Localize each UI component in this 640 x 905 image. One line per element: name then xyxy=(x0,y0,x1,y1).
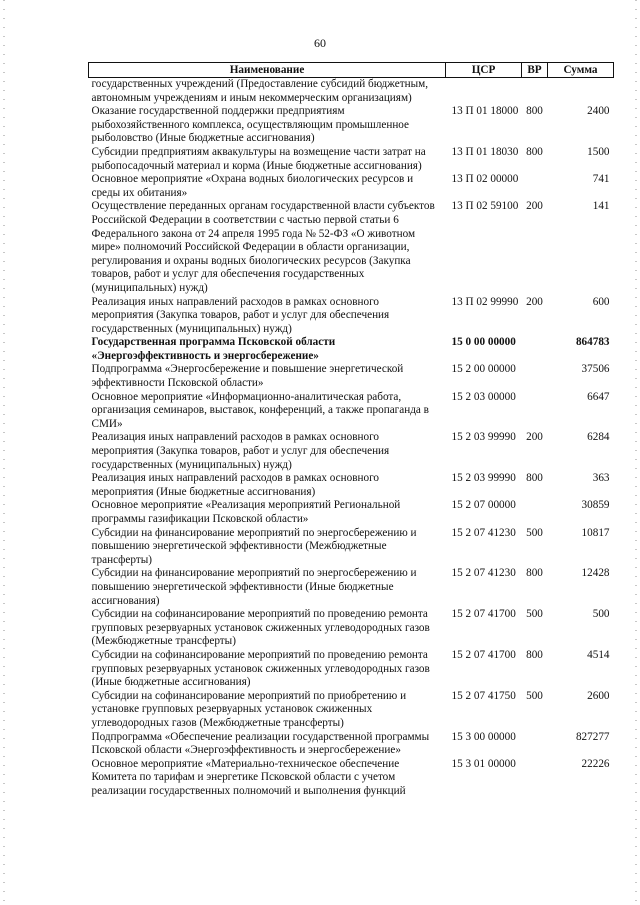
budget-table xyxy=(88,62,614,798)
table-row xyxy=(89,472,614,499)
row-csr: 15 2 03 99990 xyxy=(451,472,516,485)
row-csr: 15 2 00 00000 xyxy=(451,363,516,376)
row-sum: 30859 xyxy=(581,499,610,512)
row-vr: 500 xyxy=(526,689,543,702)
row-csr: 15 2 07 00000 xyxy=(451,499,516,512)
row-vr: 200 xyxy=(526,431,543,444)
row-name: Основное мероприятие «Информационно-аналитическая работа, организация семинаров, выставок, конференций, а также пропаганда в СМИ» xyxy=(91,390,429,430)
row-name: Субсидии на финансирование мероприятий по энергосбережению и повышению энергетической эффективности (Межбюджетные трансферты) xyxy=(91,526,417,566)
row-name: Основное мероприятие «Реализация мероприятий Региональной программы газификации Псковской области» xyxy=(91,499,401,525)
row-vr xyxy=(522,336,548,363)
row-name: Субсидии предприятиям аквакультуры на возмещение части затрат на рыбопосадочный материал и корма (Иные бюджетные ассигнования) xyxy=(91,145,426,172)
row-sum: 1500 xyxy=(587,145,610,158)
row-csr: 15 2 03 00000 xyxy=(451,390,516,403)
row-sum: 2600 xyxy=(587,689,610,702)
row-vr: 800 xyxy=(526,648,543,661)
row-vr: 800 xyxy=(526,567,543,580)
table-row xyxy=(89,146,614,173)
row-name: Основное мероприятие «Охрана водных биологических ресурсов и среды их обитания» xyxy=(91,173,414,199)
table-row xyxy=(89,527,614,568)
table-row xyxy=(89,363,614,390)
row-name: Государственная программа Псковской области «Энергоэффективность и энергосбережение» xyxy=(91,336,336,362)
row-csr: 13 П 01 18030 xyxy=(451,145,519,158)
table-row xyxy=(89,296,614,337)
table-row xyxy=(89,336,614,363)
table-row xyxy=(89,567,614,608)
row-name: Подпрограмма «Энергосбережение и повышение энергетической эффективности Псковской области» xyxy=(91,363,404,390)
table-row xyxy=(89,391,614,432)
row-sum: 37506 xyxy=(581,363,610,376)
row-vr: 800 xyxy=(526,145,543,158)
row-csr xyxy=(446,78,522,106)
table-row xyxy=(89,731,614,758)
row-sum xyxy=(548,78,614,106)
row-csr: 15 2 07 41230 xyxy=(451,526,516,539)
scan-edge-right xyxy=(635,0,637,905)
table-row xyxy=(89,649,614,690)
row-vr xyxy=(522,78,548,106)
row-name: Осуществление переданных органам государственной власти субъектов Российской Федерации в соответствии с частью первой статьи 6 Федерального закона от 24 апреля 1995 года № 52-ФЗ «О животном мире» полномочий Российской Федерации в области организации, регулирования и охраны водных биологических ресурсов (Закупка товаров, работ и услуг для обеспечения государственных (муниципальных) нужд) xyxy=(91,200,435,294)
table-row xyxy=(89,690,614,731)
row-sum: 22226 xyxy=(581,757,610,770)
row-sum: 864783 xyxy=(575,336,610,349)
table-row xyxy=(89,78,614,106)
row-name: государственных учреждений (Предоставление субсидий бюджетным, автономным учреждениям и иным некоммерческим организациям) xyxy=(91,78,429,104)
row-sum: 2400 xyxy=(587,105,610,118)
table-row xyxy=(89,105,614,146)
table-row xyxy=(89,758,614,799)
row-csr: 15 2 03 99990 xyxy=(451,431,516,444)
row-name: Реализация иных направлений расходов в рамках основного мероприятия (Закупка товаров, работ и услуг для обеспечения государственных (муниципальных) нужд) xyxy=(91,295,390,335)
row-sum: 10817 xyxy=(581,526,610,539)
row-vr xyxy=(522,731,548,758)
row-csr: 13 П 01 18000 xyxy=(451,105,519,118)
row-sum: 600 xyxy=(592,295,610,308)
row-sum: 12428 xyxy=(581,567,610,580)
table-row xyxy=(89,608,614,649)
row-csr: 15 3 00 00000 xyxy=(451,730,516,743)
row-name: Субсидии на финансирование мероприятий по энергосбережению и повышению энергетической эффективности (Иные бюджетные ассигнования) xyxy=(91,567,417,607)
row-name: Основное мероприятие «Материально-техническое обеспечение Комитета по тарифам и энергетике Псковской области с учетом реализации государственных полномочий и выполнения функций xyxy=(91,757,406,797)
row-sum: 4514 xyxy=(587,648,610,661)
row-sum: 6647 xyxy=(587,390,610,403)
header-sum: Сумма xyxy=(548,63,614,78)
table-row xyxy=(89,431,614,472)
table-header xyxy=(89,63,614,78)
row-vr: 800 xyxy=(526,472,543,485)
row-vr: 800 xyxy=(526,105,543,118)
row-csr: 15 2 07 41750 xyxy=(451,689,516,702)
row-sum: 827277 xyxy=(575,730,610,743)
row-sum: 6284 xyxy=(587,431,610,444)
row-name: Субсидии на софинансирование мероприятий по приобретению и установке групповых резервуарных установок сжиженных углеводородных газов (Межбюджетные трансферты) xyxy=(91,689,407,729)
row-csr: 15 2 07 41700 xyxy=(451,608,516,621)
row-csr: 15 0 00 00000 xyxy=(451,336,516,349)
row-name: Оказание государственной поддержки предприятиям рыбохозяйственного комплекса, осуществляющим промышленное рыболовство (Иные бюджетные ассигнования) xyxy=(91,105,410,145)
row-vr xyxy=(522,758,548,799)
header-vr: ВР xyxy=(522,63,548,78)
row-csr: 15 2 07 41230 xyxy=(451,567,516,580)
row-name: Реализация иных направлений расходов в рамках основного мероприятия (Закупка товаров, работ и услуг для обеспечения государственных (муниципальных) нужд) xyxy=(91,431,390,471)
table-body xyxy=(89,78,614,799)
row-name: Реализация иных направлений расходов в рамках основного мероприятия (Иные бюджетные ассигнования) xyxy=(91,472,379,498)
row-vr xyxy=(522,173,548,200)
row-name: Подпрограмма «Обеспечение реализации государственной программы Псковской области «Энергоэффективность и энергосбережение» xyxy=(91,730,430,757)
row-name: Субсидии на софинансирование мероприятий по проведению ремонта групповых резервуарных установок сжиженных углеводородных газов (Иные бюджетные ассигнования) xyxy=(91,648,430,689)
row-sum: 741 xyxy=(592,173,610,186)
row-csr: 15 3 01 00000 xyxy=(451,757,516,770)
row-sum: 363 xyxy=(592,472,610,485)
header-csr: ЦСР xyxy=(446,63,522,78)
row-csr: 13 П 02 00000 xyxy=(451,173,519,186)
row-vr: 200 xyxy=(526,200,543,213)
page-number: 60 xyxy=(314,36,326,50)
scan-edge-left xyxy=(3,0,5,905)
row-vr xyxy=(522,499,548,526)
row-sum: 500 xyxy=(592,608,610,621)
row-vr: 200 xyxy=(526,295,543,308)
table-row xyxy=(89,173,614,200)
row-name: Субсидии на софинансирование мероприятий по проведению ремонта групповых резервуарных установок сжиженных углеводородных газов (Межбюджетные трансферты) xyxy=(91,608,430,648)
row-vr: 500 xyxy=(526,608,543,621)
row-vr: 500 xyxy=(526,526,543,539)
row-vr xyxy=(522,391,548,432)
header-name: Наименование xyxy=(89,63,446,78)
row-csr: 15 2 07 41700 xyxy=(451,648,516,661)
row-sum: 141 xyxy=(592,200,610,213)
table-row xyxy=(89,499,614,526)
row-csr: 13 П 02 59100 xyxy=(451,200,519,213)
table-row xyxy=(89,200,614,295)
row-vr xyxy=(522,363,548,390)
row-csr: 13 П 02 99990 xyxy=(451,295,519,308)
